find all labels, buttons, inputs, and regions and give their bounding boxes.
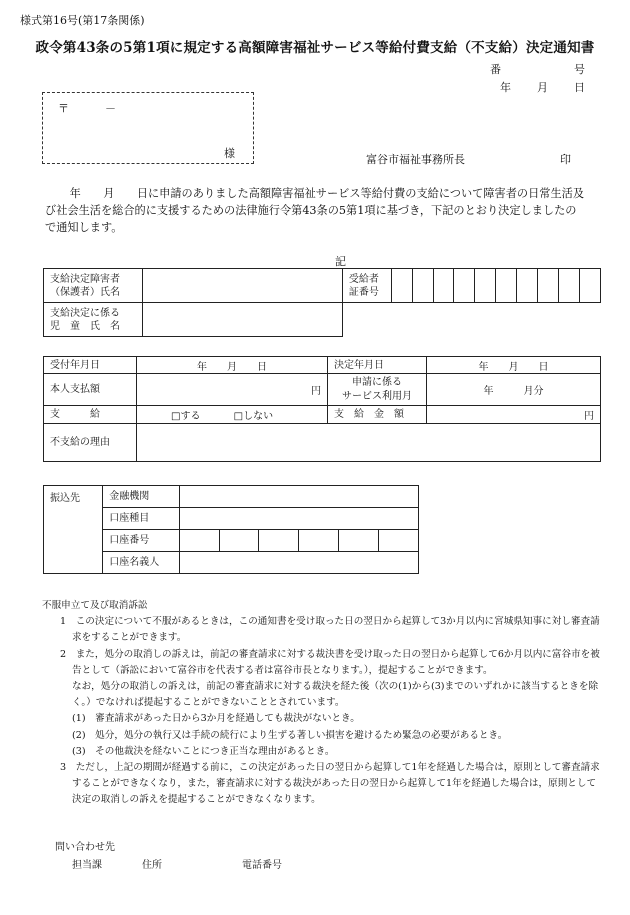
cert-number-label: 受給者 証番号 xyxy=(342,269,391,303)
contact-dept: 担当課 xyxy=(72,860,102,871)
contact-phone: 電話番号 xyxy=(242,860,282,871)
objection-para-2b: なお，処分の取消しの訴えは，前記の審査請求に対する裁決を経た後（次の(1)から(3)までのいずれかに該当するときを除く。）でなければ提起することができないこととされています。 xyxy=(72,681,599,709)
cert-digit[interactable] xyxy=(517,269,538,303)
ki-mark: 記 xyxy=(335,255,346,268)
month-label: 月 xyxy=(537,81,548,94)
document-title: 政令第43条の5第1項に規定する高額障害福祉サービス等給付費支給（不支給）決定通知書 xyxy=(35,40,595,56)
contact-address: 住所 xyxy=(142,860,162,871)
objection-para-3: 3 ただし，上記の期間が経過する前に，この決定があった日の翌日から起算して1年を経過した場合は，原則として審査請求することができなくなり，また，審査請求に対する裁決があった日の翌日から起算して1年を経過した場合は，原則として決定の取消しの訴えを提起することができなくなります。 xyxy=(60,762,600,806)
account-holder-label: 口座名義人 xyxy=(103,552,180,574)
cert-digit[interactable] xyxy=(454,269,475,303)
service-month-label: 申請に係る サービス利用月 xyxy=(328,374,427,406)
objection-para-2: 2 また，処分の取消しの訴えは，前記の審査請求に対する裁決書を受け取った日の翌日から起算して6か月以内に富谷市を被告として（訴訟において富谷市を代表する者は富谷市長となります。），提起することができます。 xyxy=(60,648,600,676)
reason-label: 不支給の理由 xyxy=(44,424,137,462)
account-digit[interactable] xyxy=(379,530,419,552)
account-type-label: 口座種目 xyxy=(103,508,180,530)
day-label: 日 xyxy=(574,81,585,94)
cert-digit[interactable] xyxy=(559,269,580,303)
payment-label: 支 給 xyxy=(44,406,137,424)
blank-area xyxy=(342,303,600,337)
self-payment-label: 本人支払額 xyxy=(44,374,137,406)
cert-digit[interactable] xyxy=(412,269,433,303)
cert-digit[interactable] xyxy=(496,269,517,303)
account-digit[interactable] xyxy=(219,530,259,552)
account-holder-value[interactable] xyxy=(179,552,418,574)
recipient-table xyxy=(43,268,601,337)
account-digit[interactable] xyxy=(339,530,379,552)
document-number-line xyxy=(490,61,585,77)
cert-digit[interactable] xyxy=(475,269,496,303)
transfer-label: 振込先 xyxy=(44,486,103,574)
service-month-value[interactable]: 年 月分 xyxy=(427,374,601,406)
number-suffix: 号 xyxy=(574,63,585,76)
year-label: 年 xyxy=(500,81,511,94)
contact-row xyxy=(72,856,312,871)
option-yes[interactable]: □する xyxy=(171,411,201,422)
recipient-name-label: 支給決定障害者 （保護者）氏名 xyxy=(44,269,143,303)
notice-body: 年 月 日に申請のありました高額障害福祉サービス等給付費の支給について障害者の日常生活及び社会生活を総合的に支援するための法律施行令第43条の5第1項に基づき，下記のとおり決定しましたので通知します。 xyxy=(45,187,585,234)
child-name-cell[interactable] xyxy=(142,303,342,337)
cert-digit[interactable] xyxy=(579,269,600,303)
number-label: 番 xyxy=(490,63,501,76)
cert-digit[interactable] xyxy=(538,269,559,303)
contact-heading: 問い合わせ先 xyxy=(55,842,115,853)
account-digit[interactable] xyxy=(179,530,219,552)
address-box[interactable] xyxy=(42,92,254,164)
objection-item-2: (2) 処分，処分の執行又は手続の続行により生ずる著しい損害を避けるため緊急の必要があるとき。 xyxy=(72,729,508,741)
objection-section xyxy=(42,598,602,809)
child-name-label: 支給決定に係る 児 童 氏 名 xyxy=(44,303,143,337)
received-date-label: 受付年月日 xyxy=(44,357,137,374)
reason-value[interactable] xyxy=(137,424,601,462)
decision-date-label: 決定年月日 xyxy=(328,357,427,374)
self-payment-value[interactable]: 円 xyxy=(137,374,328,406)
received-date-value[interactable]: 年 月 日 xyxy=(137,357,328,374)
account-number-label: 口座番号 xyxy=(103,530,180,552)
bank-label: 金融機関 xyxy=(103,486,180,508)
account-type-value[interactable] xyxy=(179,508,418,530)
bank-value[interactable] xyxy=(179,486,418,508)
payment-options xyxy=(137,406,328,424)
cert-digit[interactable] xyxy=(433,269,454,303)
payment-amount-label: 支 給 金 額 xyxy=(328,406,427,424)
objection-item-1: (1) 審査請求があった日から3か月を経過しても裁決がないとき。 xyxy=(72,713,360,725)
objection-heading: 不服申立て及び取消訴訟 xyxy=(42,600,148,611)
recipient-name-cell[interactable] xyxy=(142,269,342,303)
account-digit[interactable] xyxy=(259,530,299,552)
issue-date-line xyxy=(500,79,585,95)
zip-dash: － xyxy=(105,102,116,115)
option-no[interactable]: □しない xyxy=(233,411,274,422)
payment-amount-value[interactable]: 円 xyxy=(427,406,601,424)
account-digit[interactable] xyxy=(299,530,339,552)
seal-mark: 印 xyxy=(560,153,571,166)
decision-table xyxy=(43,356,601,462)
cert-digit[interactable] xyxy=(391,269,412,303)
zip-mark: 〒 xyxy=(58,102,69,115)
issuer-name: 富谷市福祉事務所長 xyxy=(366,153,465,166)
decision-date-value[interactable]: 年 月 日 xyxy=(427,357,601,374)
form-number: 様式第16号(第17条関係) xyxy=(20,14,145,27)
honorific: 様 xyxy=(224,147,235,160)
objection-item-3: (3) その他裁決を経ないことにつき正当な理由があるとき。 xyxy=(72,745,335,757)
objection-para-1: 1 この決定について不服があるときは，この通知書を受け取った日の翌日から起算して3か月以内に宮城県知事に対し審査請求をすることができます。 xyxy=(60,616,600,644)
transfer-table xyxy=(43,485,419,574)
